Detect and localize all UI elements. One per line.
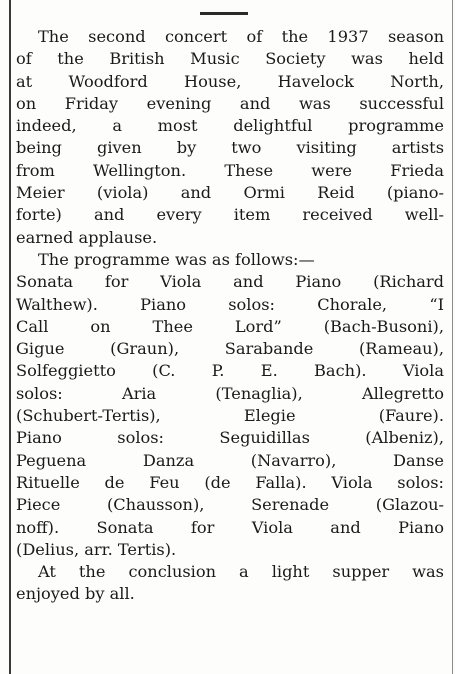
text-line: at Woodford House, Havelock North,	[16, 71, 444, 91]
text-line: Call on Thee Lord” (Bach-Busoni),	[16, 316, 444, 336]
text-line: The programme was as follows:—	[38, 249, 315, 269]
separator-rule	[200, 12, 248, 15]
paragraph-programme	[16, 249, 444, 561]
text-line: earned applause.	[16, 227, 158, 247]
text-line: noff). Sonata for Viola and Piano	[16, 517, 444, 537]
article-body	[16, 26, 444, 606]
text-line: from Wellington. These were Frieda	[16, 160, 444, 180]
text-line: forte) and every item received well-	[16, 205, 444, 225]
text-line: At the conclusion a light supper was	[38, 562, 444, 582]
text-line: Sonata for Viola and Piano (Richard	[16, 272, 444, 292]
paragraph-conclusion	[16, 561, 444, 606]
text-line: solos: Aria (Tenaglia), Allegretto	[16, 383, 444, 403]
column-rule-right	[452, 0, 453, 674]
text-line: Gigue (Graun), Sarabande (Rameau),	[16, 339, 444, 359]
text-line: Rituelle de Feu (de Falla). Viola solos:	[16, 472, 444, 492]
text-line: Piece (Chausson), Serenade (Glazou-	[16, 495, 444, 515]
text-line: on Friday evening and was successful	[16, 93, 444, 113]
column-rule-left	[9, 0, 11, 674]
paragraph-concert-intro	[16, 26, 444, 249]
text-line: (Schubert-Tertis), Elegie (Faure).	[16, 406, 444, 426]
text-line: Meier (viola) and Ormi Reid (piano-	[16, 183, 444, 203]
text-line: Peguena Danza (Navarro), Danse	[16, 450, 444, 470]
text-line: enjoyed by all.	[16, 584, 135, 604]
text-line: Solfeggietto (C. P. E. Bach). Viola	[16, 361, 444, 381]
text-line: of the British Music Society was held	[16, 49, 444, 69]
text-line: (Delius, arr. Tertis).	[16, 539, 177, 559]
text-line: indeed, a most delightful programme	[16, 116, 444, 136]
text-line: Walthew). Piano solos: Chorale, “I	[16, 294, 444, 314]
text-line: The second concert of the 1937 season	[38, 27, 444, 46]
text-line: being given by two visiting artists	[16, 138, 444, 158]
text-line: Piano solos: Seguidillas (Albeniz),	[16, 428, 444, 448]
